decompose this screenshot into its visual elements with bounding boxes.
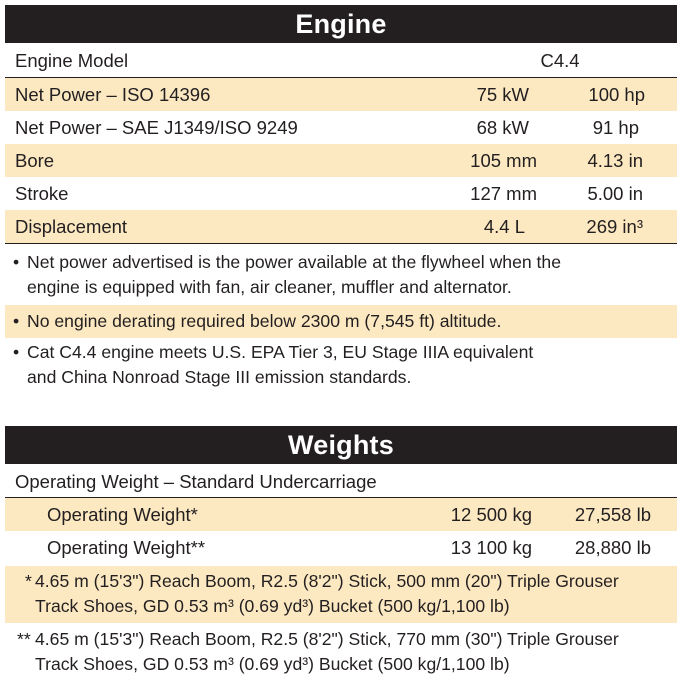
weights-footnote <box>5 627 677 677</box>
row-value: C4.4 <box>540 50 580 71</box>
row-imperial-value: 5.00 in <box>587 183 643 204</box>
row-imperial-value: 100 hp <box>588 84 645 105</box>
spec-row-operating-weight-2 <box>5 531 677 564</box>
note-line: and China Nonroad Stage III emission standards. <box>27 367 412 387</box>
engine-note <box>5 305 677 338</box>
bullet: • <box>13 252 20 272</box>
weights-section-header <box>5 426 677 464</box>
row-label: Operating Weight** <box>47 537 206 558</box>
weights-group-row <box>5 465 677 498</box>
row-label: Bore <box>15 150 55 171</box>
row-metric-value: 105 mm <box>470 150 537 171</box>
row-imperial-value: 4.13 in <box>587 150 643 171</box>
spec-row-bore <box>5 144 677 177</box>
row-label: Net Power – SAE J1349/ISO 9249 <box>15 117 298 138</box>
note-line: Cat C4.4 engine meets U.S. EPA Tier 3, EU Stage IIIA equivalent <box>27 342 534 362</box>
bullet: • <box>13 311 20 331</box>
row-imperial-value: 91 hp <box>592 117 639 138</box>
note-line: 4.65 m (15'3") Reach Boom, R2.5 (8'2") Stick, 770 mm (30") Triple Grouser <box>35 629 619 649</box>
footnote-mark: ** <box>17 629 31 649</box>
footnote-mark: * <box>25 571 32 591</box>
note-line: Net power advertised is the power available at the flywheel when the <box>27 252 561 272</box>
group-label: Operating Weight – Standard Undercarriage <box>15 471 377 492</box>
bullet: • <box>13 342 20 362</box>
divider <box>5 243 677 244</box>
row-label: Net Power – ISO 14396 <box>15 84 211 105</box>
row-metric-value: 12 500 kg <box>450 504 532 525</box>
row-metric-value: 68 kW <box>476 117 529 138</box>
row-imperial-value: 269 in³ <box>586 216 643 237</box>
row-label: Engine Model <box>15 50 129 71</box>
note-line: engine is equipped with fan, air cleaner, muffler and alternator. <box>27 277 512 297</box>
spec-row-net-power-sae <box>5 111 677 144</box>
row-label: Stroke <box>15 183 69 204</box>
note-line: Track Shoes, GD 0.53 m³ (0.69 yd³) Bucket (500 kg/1,100 lb) <box>35 596 510 616</box>
spec-row-stroke <box>5 177 677 210</box>
row-metric-value: 75 kW <box>476 84 529 105</box>
engine-title: Engine <box>295 8 387 39</box>
row-metric-value: 13 100 kg <box>450 537 532 558</box>
row-imperial-value: 28,880 lb <box>574 537 651 558</box>
spec-row-operating-weight-1 <box>5 498 677 531</box>
weights-footnote <box>5 566 677 623</box>
note-line: 4.65 m (15'3") Reach Boom, R2.5 (8'2") Stick, 500 mm (20") Triple Grouser <box>35 571 619 591</box>
engine-note <box>5 340 677 390</box>
row-label: Operating Weight* <box>47 504 198 525</box>
note-line: Track Shoes, GD 0.53 m³ (0.69 yd³) Bucket (500 kg/1,100 lb) <box>35 654 510 674</box>
row-imperial-value: 27,558 lb <box>574 504 651 525</box>
row-metric-value: 127 mm <box>470 183 537 204</box>
spec-row-displacement <box>5 210 677 243</box>
engine-note <box>5 250 677 300</box>
spec-row-net-power-iso <box>5 78 677 111</box>
note-line: No engine derating required below 2300 m (7,545 ft) altitude. <box>27 311 502 331</box>
row-metric-value: 4.4 L <box>483 216 525 237</box>
weights-title: Weights <box>288 429 394 460</box>
engine-section-header <box>5 5 677 43</box>
spec-row-engine-model <box>5 44 677 77</box>
row-label: Displacement <box>15 216 128 237</box>
